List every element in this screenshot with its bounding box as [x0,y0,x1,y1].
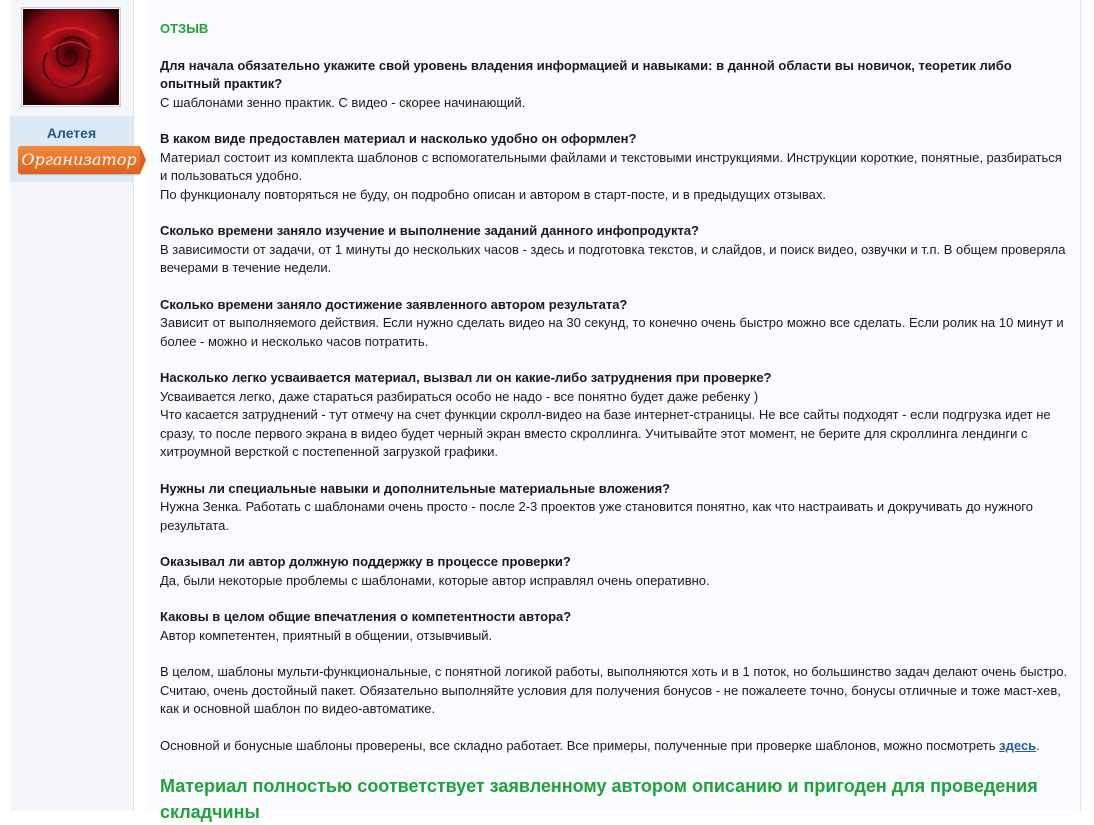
post-content [147,0,1080,822]
answer: Усваивается легко, даже стараться разбираться особо не надо - все понятно будет даже ребенку ) [160,388,759,404]
question: Каковы в целом общие впечатления о компетентности автора? [160,609,572,624]
question: Сколько времени заняло достижение заявленного автором результата? [160,296,628,312]
answer: Что касается затруднений - тут отмечу на счет функции скролл-видео на базе интернет-страницы. Не все сайты подходят - если подгрузка идет не сразу, то после первого экрана в видео будет черный экран вместо скроллинга. Учитывайте этот момент, не берите для скроллинга лендинги с хитроумной версткой с постепенной загрузкой графики. [160,407,1051,459]
answer: С шаблонами зенно практик. С видео - скорее начинающий. [160,94,526,110]
answer: По функционалу повторяться не буду, он подробно описан и автором в старт-посте, и в предыдущих отзывах. [160,186,826,202]
qa-block [160,369,1072,462]
answer: В зависимости от задачи, от 1 минуты до нескольких часов - здесь и подготовка текстов, и слайдов, и поиск видео, озвучки и т.п. В общем проверяла вечерами в течение недели. [160,241,1066,275]
final-paragraph [160,737,1072,756]
question: Нужны ли специальные навыки и дополнительные материальные вложения? [160,480,671,496]
final-text: Основной и бонусные шаблоны проверены, все складно работает. Все примеры, полученные при проверке шаблонов, можно посмотреть [160,737,996,753]
question: В каком виде предоставлен материал и насколько удобно он оформлен? [160,131,637,146]
answer: Да, были некоторые проблемы с шаблонами, которые автор исправлял очень оперативно. [160,572,710,588]
answer: Зависит от выполняемого действия. Если нужно сделать видео на 30 секунд, то конечно очень быстро можно все сделать. Если ролик на 10 минут и более - можно и несколько часов потратить. [160,315,1064,349]
review-heading: ОТЗЫВ [160,21,209,36]
qa-block [160,608,1072,645]
answer: Нужна Зенка. Работать с шаблонами очень просто - после 2-3 проектов уже становится понятно, как что настраивать и докручивать до нужного результата. [160,499,1033,533]
answer: Автор компетентен, приятный в общении, отзывчивый. [160,627,493,643]
final-dot: . [1036,737,1040,753]
answer: Материал состоит из комплекта шаблонов с вспомогательными файлами и текстовыми инструкциями. Инструкции короткие, понятные, разбираться и пользоваться удобно. [160,149,1062,183]
qa-block [160,130,1072,204]
question: Оказывал ли автор должную поддержку в процессе проверки? [160,554,571,569]
summary-paragraph: В целом, шаблоны мульти-функциональные, с понятной логикой работы, выполняются хоть и в 1 поток, но большинство задач делают очень быстро. Считаю, очень достойный пакет. Обязательно выполняйте условия для получения бонусов - не пожалеете точно, бонусы отличные и тоже маст-хев, как и основной шаблон по видео-автоматике. [160,664,1068,716]
examples-link[interactable]: здесь [999,737,1037,753]
verdict: Материал полностью соответствует заявленному автором описанию и пригоден для проведения складчины [160,776,1038,822]
username-link[interactable]: Алетея [46,125,97,141]
qa-block [160,296,1072,352]
question: Сколько времени заняло изучение и выполнение заданий данного инфопродукта? [160,223,699,238]
qa-block [160,553,1072,590]
user-info [10,116,137,182]
avatar[interactable] [21,7,121,107]
qa-block [160,57,1072,113]
author-sidebar [10,0,137,811]
question: Насколько легко усваивается материал, вызвал ли он какие-либо затруднения при проверке? [160,370,772,385]
qa-block [160,222,1072,278]
rose-avatar-icon [23,9,119,105]
right-divider [1080,0,1081,811]
review-post [160,20,1072,825]
role-badge: Организатор [18,146,140,174]
qa-block [160,480,1072,536]
question: Для начала обязательно укажите свой уровень владения информацией и навыками: в данной области вы новичок, теоретик либо опытный практик? [160,57,1012,91]
